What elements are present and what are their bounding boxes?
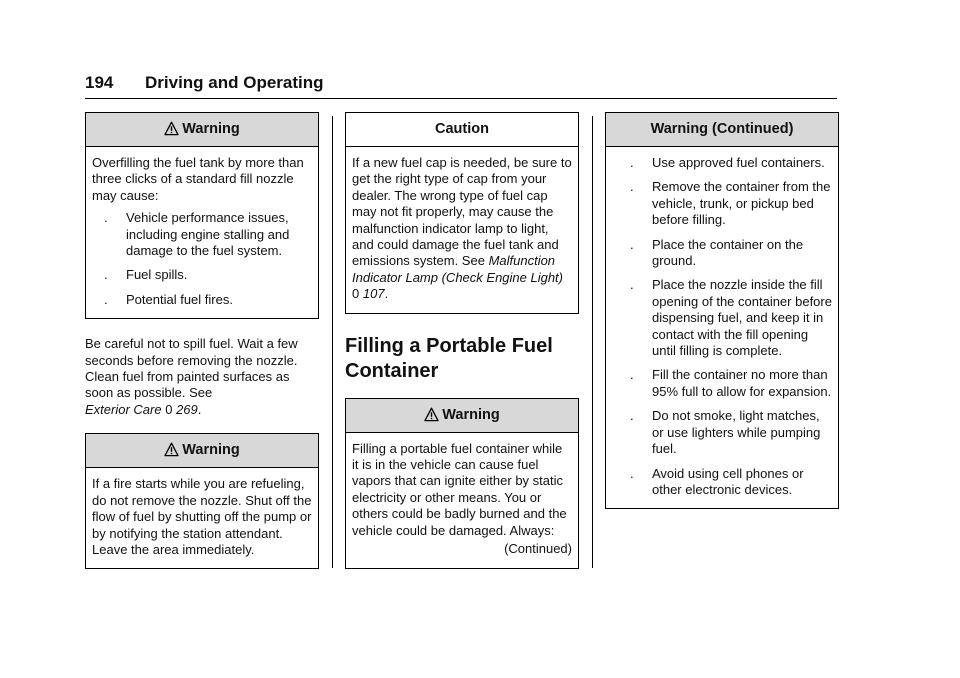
- bullet-dot: .: [104, 291, 108, 307]
- list-item: . Fill the container no more than 95% full to allow for expansion.: [630, 367, 832, 399]
- bullet-dot: .: [630, 155, 634, 170]
- list-item: . Potential fuel fires.: [104, 291, 233, 307]
- list-item: . Place the container on the ground.: [630, 236, 804, 269]
- page-ref[interactable]: 107: [362, 286, 385, 302]
- warning-box-overfill: [85, 112, 319, 319]
- page-ref-icon: 0: [352, 286, 360, 302]
- bullet-dot: .: [104, 210, 108, 226]
- warning-header: [86, 434, 318, 468]
- warning-header: Warning (Continued): [606, 113, 838, 147]
- warning-title: Warning: [182, 121, 240, 137]
- spill-paragraph: Be careful not to spill fuel. Wait a few seconds before removing the nozzle. Clean fuel from painted surfaces as soon as possible. See Exterior Care 0 269.: [85, 336, 298, 417]
- mil-link[interactable]: Malfunction Indicator Lamp (Check Engine Light): [352, 253, 564, 285]
- warning-triangle-icon: [424, 402, 439, 435]
- warning-text: Filling a portable fuel container while it is in the vehicle can cause fuel vapors that can ignite either by static electricity or other means. You or others could be badly burned and the vehicle could be damaged. Always:: [352, 440, 567, 538]
- bullet-dot: .: [630, 277, 634, 293]
- warning-title: Warning: [442, 406, 500, 423]
- warning-intro: Overfilling the fuel tank by more than three clicks of a standard fill nozzle may cause:: [92, 155, 304, 203]
- warning-box-portable: [345, 398, 579, 569]
- bullet-dot: .: [630, 465, 634, 481]
- list-item: . Do not smoke, light matches, or use lighters while pumping fuel.: [630, 408, 821, 457]
- column-1: [85, 112, 319, 569]
- warning-triangle-icon: [164, 116, 179, 149]
- column-divider-left: [332, 116, 333, 568]
- list-item: . Fuel spills.: [104, 267, 188, 283]
- warning-box-continued: [605, 112, 839, 509]
- column-2: [345, 112, 579, 569]
- caution-header: Caution: [346, 113, 578, 147]
- warning-box-fire: [85, 433, 319, 569]
- list-item: . Remove the container from the vehicle, trunk, or pickup bed before filling.: [630, 179, 831, 228]
- bullet-dot: .: [630, 367, 634, 383]
- list-item: . Use approved fuel containers.: [630, 155, 825, 170]
- warning-triangle-icon: [164, 437, 179, 470]
- page-number: 194: [85, 73, 114, 92]
- column-divider-right: [592, 116, 593, 568]
- warning-title: Warning: [182, 442, 240, 459]
- warning-header: [86, 113, 318, 147]
- caution-box: [345, 112, 579, 314]
- bullet-dot: .: [630, 236, 634, 252]
- bullet-dot: .: [630, 408, 634, 424]
- exterior-care-link[interactable]: Exterior Care: [85, 401, 162, 417]
- section-title: Driving and Operating: [145, 73, 324, 92]
- list-item: . Place the nozzle inside the fill opening of the container before dispensing fuel, and keep it in contact with the fill opening until filling is complete.: [630, 277, 832, 359]
- warning-header: [346, 399, 578, 433]
- page-ref[interactable]: 269: [176, 401, 198, 417]
- continued-label: (Continued): [504, 541, 572, 557]
- warning-text: If a fire starts while you are refueling, do not remove the nozzle. Shut off the flow of fuel by shutting off the pump or by notifying the station attendant. Leave the area immediately.: [92, 476, 312, 557]
- page-header: [85, 70, 837, 99]
- list-item: . Vehicle performance issues, including engine stalling and damage to the fuel system.: [104, 210, 290, 259]
- bullet-dot: .: [104, 267, 108, 283]
- bullet-dot: .: [630, 179, 634, 195]
- section-heading: Filling a Portable Fuel Container: [345, 334, 553, 382]
- page-ref-icon: 0: [165, 401, 173, 417]
- column-3: [605, 112, 839, 509]
- list-item: . Avoid using cell phones or other electronic devices.: [630, 465, 804, 497]
- caution-text: If a new fuel cap is needed, be sure to get the right type of cap from your dealer. The wrong type of fuel cap may not fit properly, may cause the malfunction indicator lamp to light, and could damage the fuel tank and emissions system. See Malfunction Indicator Lamp (Check Engine Light) 0 107.: [352, 155, 572, 302]
